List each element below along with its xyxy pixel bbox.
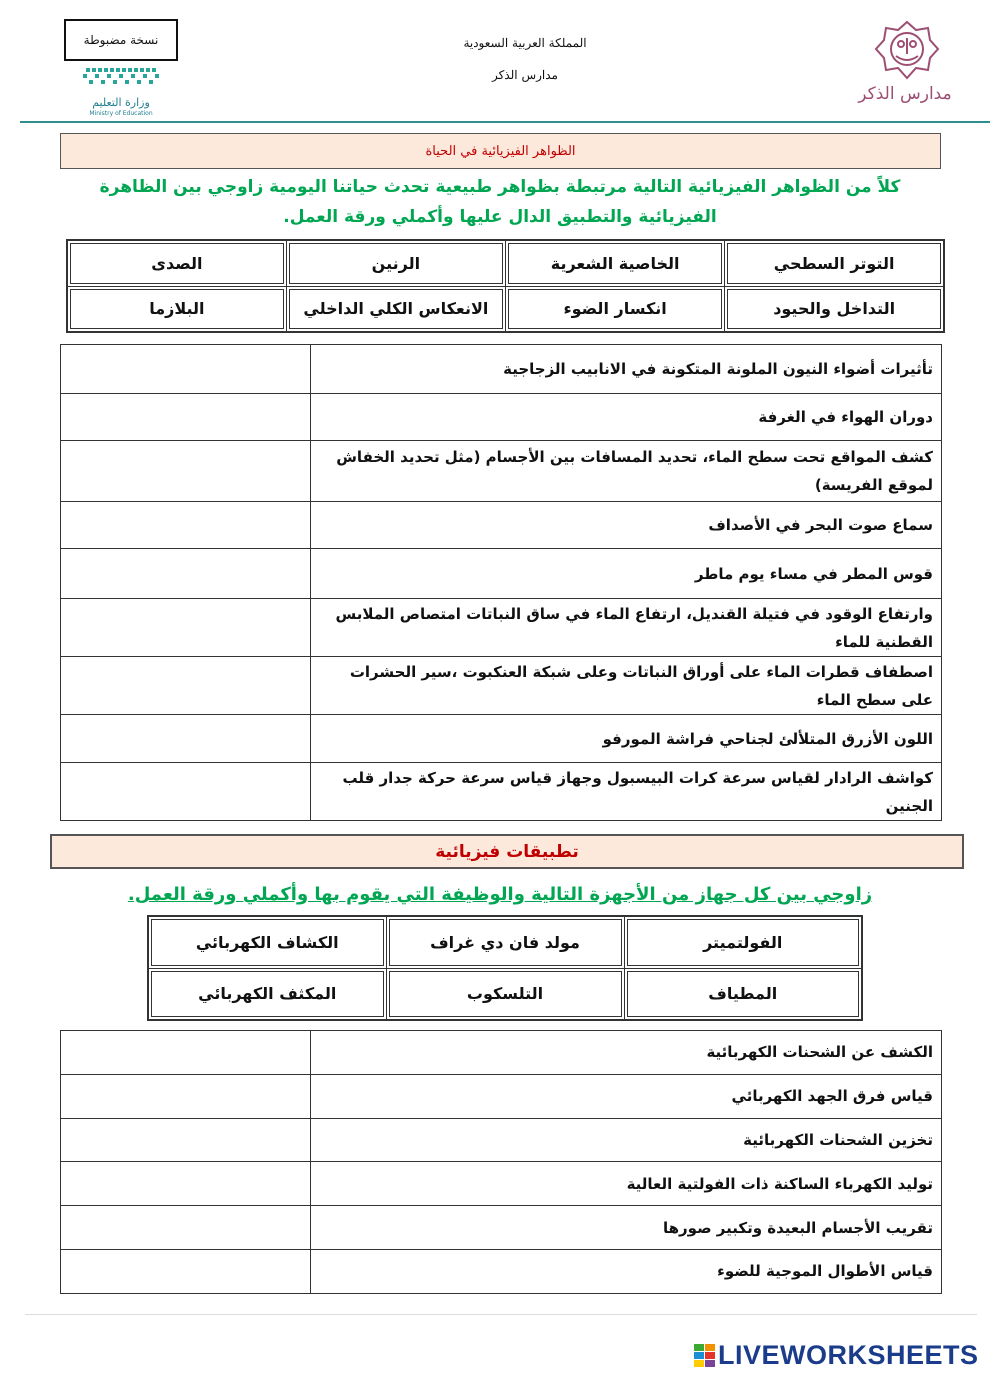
function-description: تقريب الأجسام البعيدة وتكبير صورها [311, 1206, 942, 1250]
stamp-box [64, 19, 178, 61]
application-description: سماع صوت البحر في الأصداف [311, 502, 942, 549]
answer-field[interactable] [61, 394, 311, 441]
function-description: تخزين الشحنات الكهربائية [311, 1118, 942, 1162]
answer-field[interactable] [61, 1206, 311, 1250]
function-description: قياس فرق الجهد الكهربائي [311, 1074, 942, 1118]
application-description: اللون الأزرق المتلألئ لجناحي فراشة المورفو [311, 715, 942, 763]
table-row [61, 763, 942, 821]
word-bank-cell: الرنين [286, 240, 505, 286]
devices-word-bank [147, 915, 863, 1021]
function-description: قياس الأطوال الموجية للضوء [311, 1249, 942, 1293]
application-description: وارتفاع الوقود في فتيلة القنديل، ارتفاع الماء في ساق النباتات امتصاص الملابس القطنية للماء [311, 599, 942, 657]
application-description: كواشف الرادار لقياس سرعة كرات البيسبول وجهاز قياس سرعة حركة جدار قلب الجنين [311, 763, 942, 821]
table-row [61, 502, 942, 549]
section1-instruction: كلاً من الظواهر الفيزيائية التالية مرتبطة بظواهر طبيعية تحدث حياتنا اليومية زاوجي بين الظاهرة الفيزيائية والتطبيق الدال عليها وأكملي ورقة العمل. [99, 177, 901, 227]
answer-field[interactable] [61, 715, 311, 763]
application-description: كشف المواقع تحت سطح الماء، تحديد المسافات بين الأجسام (مثل تحديد الخفاش لموقع الفريسة) [311, 441, 942, 502]
answer-field[interactable] [61, 657, 311, 715]
word-bank-cell: الخاصية الشعرية [506, 240, 725, 286]
phenomena-word-bank [66, 239, 945, 333]
table-row [61, 657, 942, 715]
answer-field[interactable] [61, 1074, 311, 1118]
table-row [61, 1206, 942, 1250]
word-bank-row [67, 240, 944, 286]
section2-instruction: زاوجي بين كل جهاز من الأجهزة التالية والوظيفة التي يقوم بها وأكملي ورقة العمل. [127, 884, 873, 905]
word-bank-cell: التداخل والحيود [725, 286, 944, 332]
answer-field[interactable] [61, 549, 311, 599]
word-bank-cell: المكثف الكهربائي [148, 968, 386, 1020]
table-row [61, 715, 942, 763]
answer-field[interactable] [61, 502, 311, 549]
word-bank-row [148, 968, 862, 1020]
table-row [61, 1074, 942, 1118]
section2-title: تطبيقات فيزيائية [435, 841, 579, 862]
table-row [61, 1118, 942, 1162]
table-row [61, 394, 942, 441]
application-description: قوس المطر في مساء يوم ماطر [311, 549, 942, 599]
word-bank-cell: الانعكاس الكلي الداخلي [286, 286, 505, 332]
answer-field[interactable] [61, 1249, 311, 1293]
answer-field[interactable] [61, 441, 311, 502]
word-bank-cell: انكسار الضوء [506, 286, 725, 332]
schools-title: مدارس الذكر [492, 68, 558, 82]
stamp-text: نسخة مضبوطة [83, 33, 159, 47]
answer-field[interactable] [61, 1031, 311, 1075]
ministry-name-en: Ministry of Education [89, 110, 153, 117]
devices-matching-table [60, 1030, 942, 1294]
table-row [61, 599, 942, 657]
word-bank-cell: مولد فان دي غراف [386, 916, 624, 968]
ministry-name-ar: وزارة التعليم [92, 96, 150, 109]
word-bank-row [148, 916, 862, 968]
kingdom-title: المملكة العربية السعودية [463, 36, 587, 50]
table-row [61, 441, 942, 502]
footer-divider [25, 1314, 977, 1315]
word-bank-cell: التلسكوب [386, 968, 624, 1020]
application-description: اصطفاف قطرات الماء على أوراق النباتات وعلى شبكة العنكبوت ،سير الحشرات على سطح الماء [311, 657, 942, 715]
section1-title: الظواهر الفيزيائية في الحياة [425, 143, 576, 159]
liveworksheets-logo-icon [694, 1344, 716, 1368]
table-row [61, 345, 942, 394]
word-bank-cell: الكشاف الكهربائي [148, 916, 386, 968]
answer-field[interactable] [61, 1162, 311, 1206]
table-row [61, 1031, 942, 1075]
table-row [61, 1249, 942, 1293]
answer-field[interactable] [61, 345, 311, 394]
section2-banner [50, 834, 964, 869]
liveworksheets-brand[interactable]: LIVEWORKSHEETS [718, 1340, 979, 1370]
header-divider [20, 121, 990, 123]
phenomena-matching-table [60, 344, 942, 821]
table-row [61, 1162, 942, 1206]
school-name: مدارس الذكر [858, 84, 952, 104]
word-bank-row [67, 286, 944, 332]
table-row [61, 549, 942, 599]
answer-field[interactable] [61, 599, 311, 657]
answer-field[interactable] [61, 763, 311, 821]
function-description: الكشف عن الشحنات الكهربائية [311, 1031, 942, 1075]
application-description: تأثيرات أضواء النيون الملونة المتكونة في الانابيب الزجاجية [311, 345, 942, 394]
word-bank-cell: البلازما [67, 286, 286, 332]
application-description: دوران الهواء في الغرفة [311, 394, 942, 441]
word-bank-cell: المطياف [624, 968, 862, 1020]
function-description: توليد الكهرباء الساكنة ذات الفولتية العالية [311, 1162, 942, 1206]
word-bank-cell: الفولتميتر [624, 916, 862, 968]
school-emblem-icon [874, 20, 940, 82]
word-bank-cell: الصدى [67, 240, 286, 286]
section1-banner [60, 133, 941, 169]
answer-field[interactable] [61, 1118, 311, 1162]
word-bank-cell: التوتر السطحي [725, 240, 944, 286]
